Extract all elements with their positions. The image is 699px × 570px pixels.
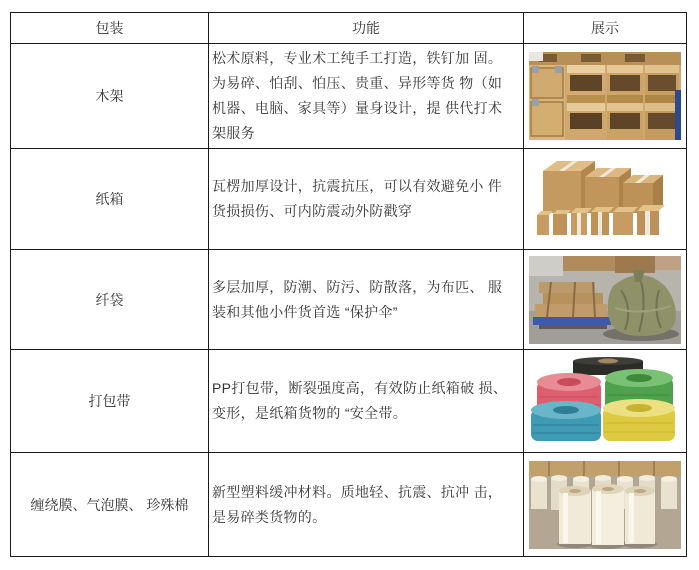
- table-row-fiber-bag: [11, 250, 687, 350]
- display-photo-cell: [524, 149, 687, 250]
- display-photo-cell: [524, 350, 687, 453]
- header-display: 展示: [524, 13, 687, 44]
- function-description: PP打包带，断裂强度高，有效防止纸箱破 损、变形，是纸箱货物的 “安全带。: [209, 350, 524, 453]
- header-row: [11, 13, 687, 44]
- fiber-bag-image: [529, 256, 681, 344]
- display-photo-cell: [524, 250, 687, 350]
- function-description: 新型塑料缓冲材料。质地轻、抗震、抗冲 击，是易碎类货物的。: [209, 453, 524, 557]
- packaging-name: 打包带: [11, 350, 209, 453]
- display-photo-cell: [524, 44, 687, 149]
- film-rolls-image: [529, 461, 681, 549]
- cardboard-boxes-image: [529, 155, 681, 243]
- function-description: 松术原料，专业术工纯手工打造，铁钉加 固。为易碎、怕刮、怕压、贵重、异形等货 物（如机器、电脑、家具等）量身设计，提 供代打术架服务: [209, 44, 524, 149]
- wooden-crates-image: [529, 52, 681, 140]
- packaging-name: 木架: [11, 44, 209, 149]
- function-description: 瓦楞加厚设计，抗震抗压，可以有效避免小 件货损损伤、可内防震动外防戳穿: [209, 149, 524, 250]
- header-packaging: 包装: [11, 13, 209, 44]
- table-row-carton: [11, 149, 687, 250]
- function-description: 多层加厚，防潮、防污、防散落，为布匹、 服装和其他小件货首选 “保护伞”: [209, 250, 524, 350]
- packaging-name: 纤袋: [11, 250, 209, 350]
- table-row-wooden-crate: [11, 44, 687, 149]
- display-photo-cell: [524, 453, 687, 557]
- table-row-strap: [11, 350, 687, 453]
- strap-rolls-image: [529, 357, 681, 445]
- packaging-info-table: [10, 12, 687, 557]
- packaging-name: 纸箱: [11, 149, 209, 250]
- packaging-info-table-wrap: [10, 12, 687, 557]
- header-function: 功能: [209, 13, 524, 44]
- table-row-film: [11, 453, 687, 557]
- packaging-name: 缠绕膜、气泡膜、 珍殊棉: [11, 453, 209, 557]
